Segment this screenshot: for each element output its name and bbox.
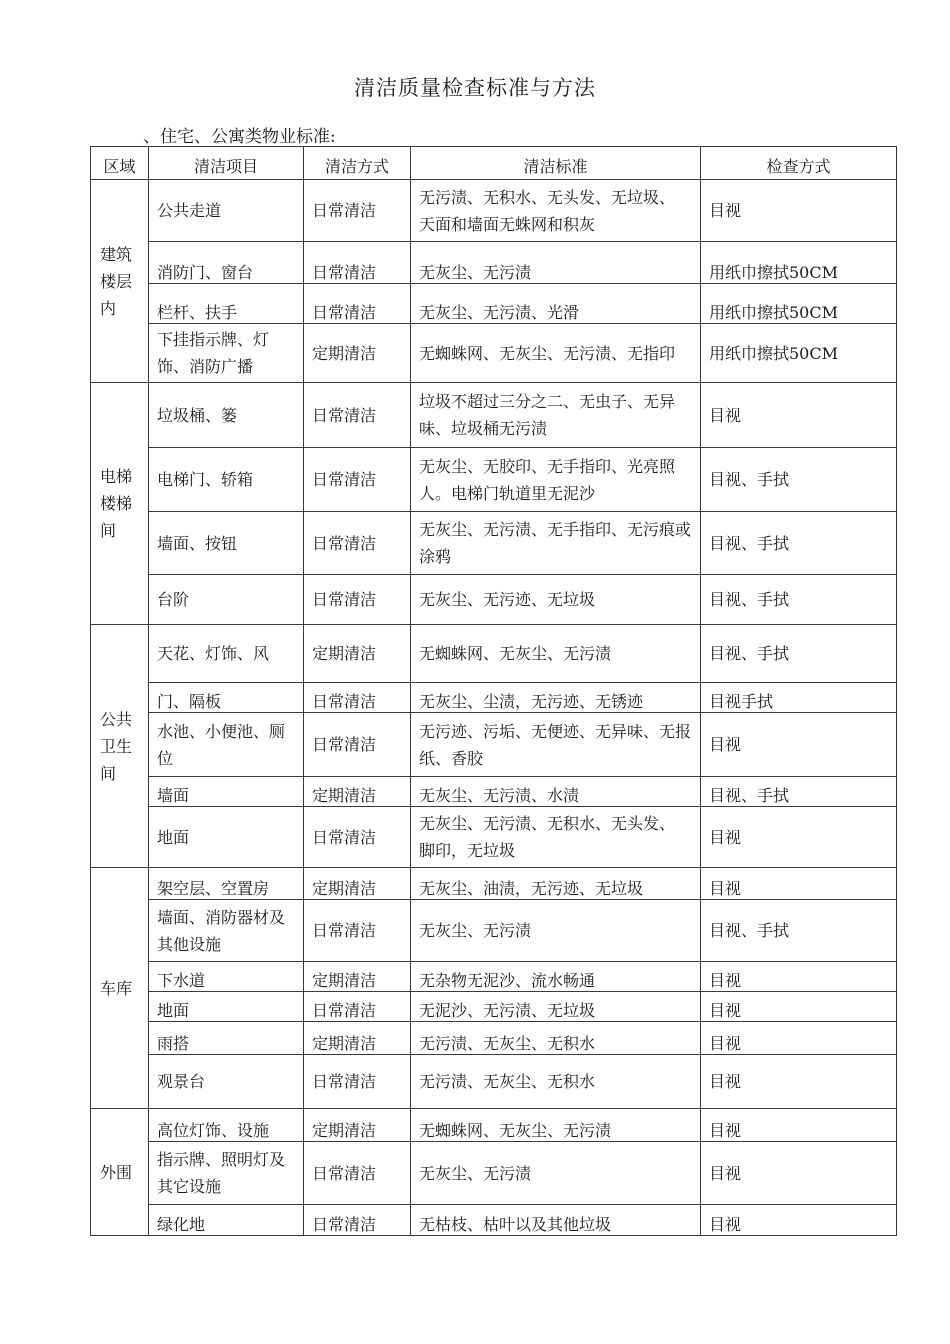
check-cell: 用纸巾擦拭50CM (701, 284, 897, 324)
check-cell: 用纸巾擦拭50CM (701, 242, 897, 284)
item-cell: 架空层、空置房 (149, 868, 304, 900)
item-cell: 下水道 (149, 962, 304, 992)
check-cell: 目视、手拭 (701, 575, 897, 625)
check-cell: 目视 (701, 807, 897, 868)
method-cell: 定期清洁 (304, 777, 411, 807)
method-cell: 日常清洁 (304, 575, 411, 625)
standard-cell: 无蜘蛛网、无灰尘、无污渍 (411, 625, 701, 683)
cleaning-standards-table (90, 146, 897, 1236)
check-cell: 目视 (701, 1142, 897, 1205)
header-standard: 清洁标准 (411, 147, 701, 180)
check-cell: 目视、手拭 (701, 625, 897, 683)
table-row (91, 1022, 897, 1055)
method-cell: 日常清洁 (304, 1205, 411, 1236)
method-cell: 定期清洁 (304, 868, 411, 900)
check-cell: 目视、手拭 (701, 900, 897, 962)
area-cell: 建筑楼层内 (91, 180, 149, 383)
table-header-row (91, 147, 897, 180)
table-row (91, 777, 897, 807)
method-cell: 日常清洁 (304, 242, 411, 284)
item-cell: 电梯门、轿箱 (149, 448, 304, 512)
table-row (91, 900, 897, 962)
item-cell: 墙面、按钮 (149, 512, 304, 575)
table-row (91, 713, 897, 777)
table-row (91, 625, 897, 683)
method-cell: 日常清洁 (304, 448, 411, 512)
table-row (91, 284, 897, 324)
method-cell: 日常清洁 (304, 284, 411, 324)
item-cell: 墙面、消防器材及其他设施 (149, 900, 304, 962)
table-row (91, 324, 897, 383)
standard-cell: 无灰尘、无污渍 (411, 900, 701, 962)
standard-cell: 无灰尘、无污渍、无手指印、无污痕或涂鸦 (411, 512, 701, 575)
item-cell: 公共走道 (149, 180, 304, 242)
standard-cell: 无灰尘、无污渍 (411, 242, 701, 284)
check-cell: 目视、手拭 (701, 512, 897, 575)
check-cell: 目视 (701, 1055, 897, 1109)
check-cell: 目视 (701, 180, 897, 242)
table-row (91, 512, 897, 575)
method-cell: 日常清洁 (304, 383, 411, 448)
table-row (91, 1205, 897, 1236)
method-cell: 日常清洁 (304, 713, 411, 777)
method-cell: 日常清洁 (304, 992, 411, 1022)
section-subtitle: 、住宅、公寓类物业标准: (143, 127, 336, 147)
item-cell: 消防门、窗台 (149, 242, 304, 284)
table-row (91, 1142, 897, 1205)
check-cell: 目视手拭 (701, 683, 897, 713)
standard-cell: 无灰尘、无污迹、无垃圾 (411, 575, 701, 625)
standard-cell: 无灰尘、无污渍、光滑 (411, 284, 701, 324)
check-cell: 目视 (701, 713, 897, 777)
method-cell: 定期清洁 (304, 962, 411, 992)
check-cell: 目视 (701, 1022, 897, 1055)
item-cell: 指示牌、照明灯及其它设施 (149, 1142, 304, 1205)
method-cell: 日常清洁 (304, 180, 411, 242)
item-cell: 观景台 (149, 1055, 304, 1109)
table-row (91, 683, 897, 713)
item-cell: 地面 (149, 807, 304, 868)
area-cell: 公共卫生间 (91, 625, 149, 868)
standard-cell: 无灰尘、尘渍，无污迹、无锈迹 (411, 683, 701, 713)
standard-cell: 无污迹、污垢、无便迹、无异味、无报纸、香胶 (411, 713, 701, 777)
table-row (91, 180, 897, 242)
header-method: 清洁方式 (304, 147, 411, 180)
standard-cell: 无泥沙、无污渍、无垃圾 (411, 992, 701, 1022)
standard-cell: 无污渍、无灰尘、无积水 (411, 1022, 701, 1055)
item-cell: 高位灯饰、设施 (149, 1109, 304, 1142)
header-check: 检查方式 (701, 147, 897, 180)
item-cell: 绿化地 (149, 1205, 304, 1236)
item-cell: 门、隔板 (149, 683, 304, 713)
item-cell: 台阶 (149, 575, 304, 625)
check-cell: 目视 (701, 868, 897, 900)
table-row (91, 992, 897, 1022)
method-cell: 定期清洁 (304, 1109, 411, 1142)
header-area: 区域 (91, 147, 149, 180)
standard-cell: 无灰尘、无胶印、无手指印、光亮照人。电梯门轨道里无泥沙 (411, 448, 701, 512)
table-row (91, 807, 897, 868)
method-cell: 日常清洁 (304, 807, 411, 868)
check-cell: 用纸巾擦拭50CM (701, 324, 897, 383)
table-row (91, 242, 897, 284)
check-cell: 目视、手拭 (701, 777, 897, 807)
table-row (91, 962, 897, 992)
header-item: 清洁项目 (149, 147, 304, 180)
item-cell: 地面 (149, 992, 304, 1022)
method-cell: 定期清洁 (304, 1022, 411, 1055)
check-cell: 目视、手拭 (701, 448, 897, 512)
standard-cell: 无杂物无泥沙、流水畅通 (411, 962, 701, 992)
table-row (91, 383, 897, 448)
area-cell: 电梯楼梯间 (91, 383, 149, 625)
standard-cell: 垃圾不超过三分之二、无虫子、无异味、垃圾桶无污渍 (411, 383, 701, 448)
area-cell: 车库 (91, 868, 149, 1109)
item-cell: 天花、灯饰、风 (149, 625, 304, 683)
item-cell: 水池、小便池、厕位 (149, 713, 304, 777)
method-cell: 日常清洁 (304, 1055, 411, 1109)
item-cell: 垃圾桶、篓 (149, 383, 304, 448)
standard-cell: 无灰尘、无污渍、无积水、无头发、 脚印，无垃圾 (411, 807, 701, 868)
check-cell: 目视 (701, 1205, 897, 1236)
check-cell: 目视 (701, 383, 897, 448)
check-cell: 目视 (701, 1109, 897, 1142)
standard-cell: 无灰尘、无污渍、水渍 (411, 777, 701, 807)
area-cell: 外围 (91, 1109, 149, 1236)
method-cell: 定期清洁 (304, 324, 411, 383)
standard-cell: 无蜘蛛网、无灰尘、无污渍、无指印 (411, 324, 701, 383)
standard-cell: 无蜘蛛网、无灰尘、无污渍 (411, 1109, 701, 1142)
method-cell: 日常清洁 (304, 1142, 411, 1205)
page-title: 清洁质量检查标准与方法 (354, 76, 596, 100)
item-cell: 下挂指示牌、灯饰、消防广播 (149, 324, 304, 383)
item-cell: 雨搭 (149, 1022, 304, 1055)
table-row (91, 448, 897, 512)
standard-cell: 无污渍、无积水、无头发、无垃圾、 天面和墙面无蛛网和积灰 (411, 180, 701, 242)
method-cell: 日常清洁 (304, 900, 411, 962)
standard-cell: 无枯枝、枯叶以及其他垃圾 (411, 1205, 701, 1236)
standard-cell: 无污渍、无灰尘、无积水 (411, 1055, 701, 1109)
standard-cell: 无灰尘、无污渍 (411, 1142, 701, 1205)
table-row (91, 1055, 897, 1109)
method-cell: 日常清洁 (304, 512, 411, 575)
table-row (91, 575, 897, 625)
standard-cell: 无灰尘、油渍，无污迹、无垃圾 (411, 868, 701, 900)
table-row (91, 868, 897, 900)
method-cell: 日常清洁 (304, 683, 411, 713)
method-cell: 定期清洁 (304, 625, 411, 683)
item-cell: 墙面 (149, 777, 304, 807)
check-cell: 目视 (701, 992, 897, 1022)
table-row (91, 1109, 897, 1142)
item-cell: 栏杆、扶手 (149, 284, 304, 324)
check-cell: 目视 (701, 962, 897, 992)
